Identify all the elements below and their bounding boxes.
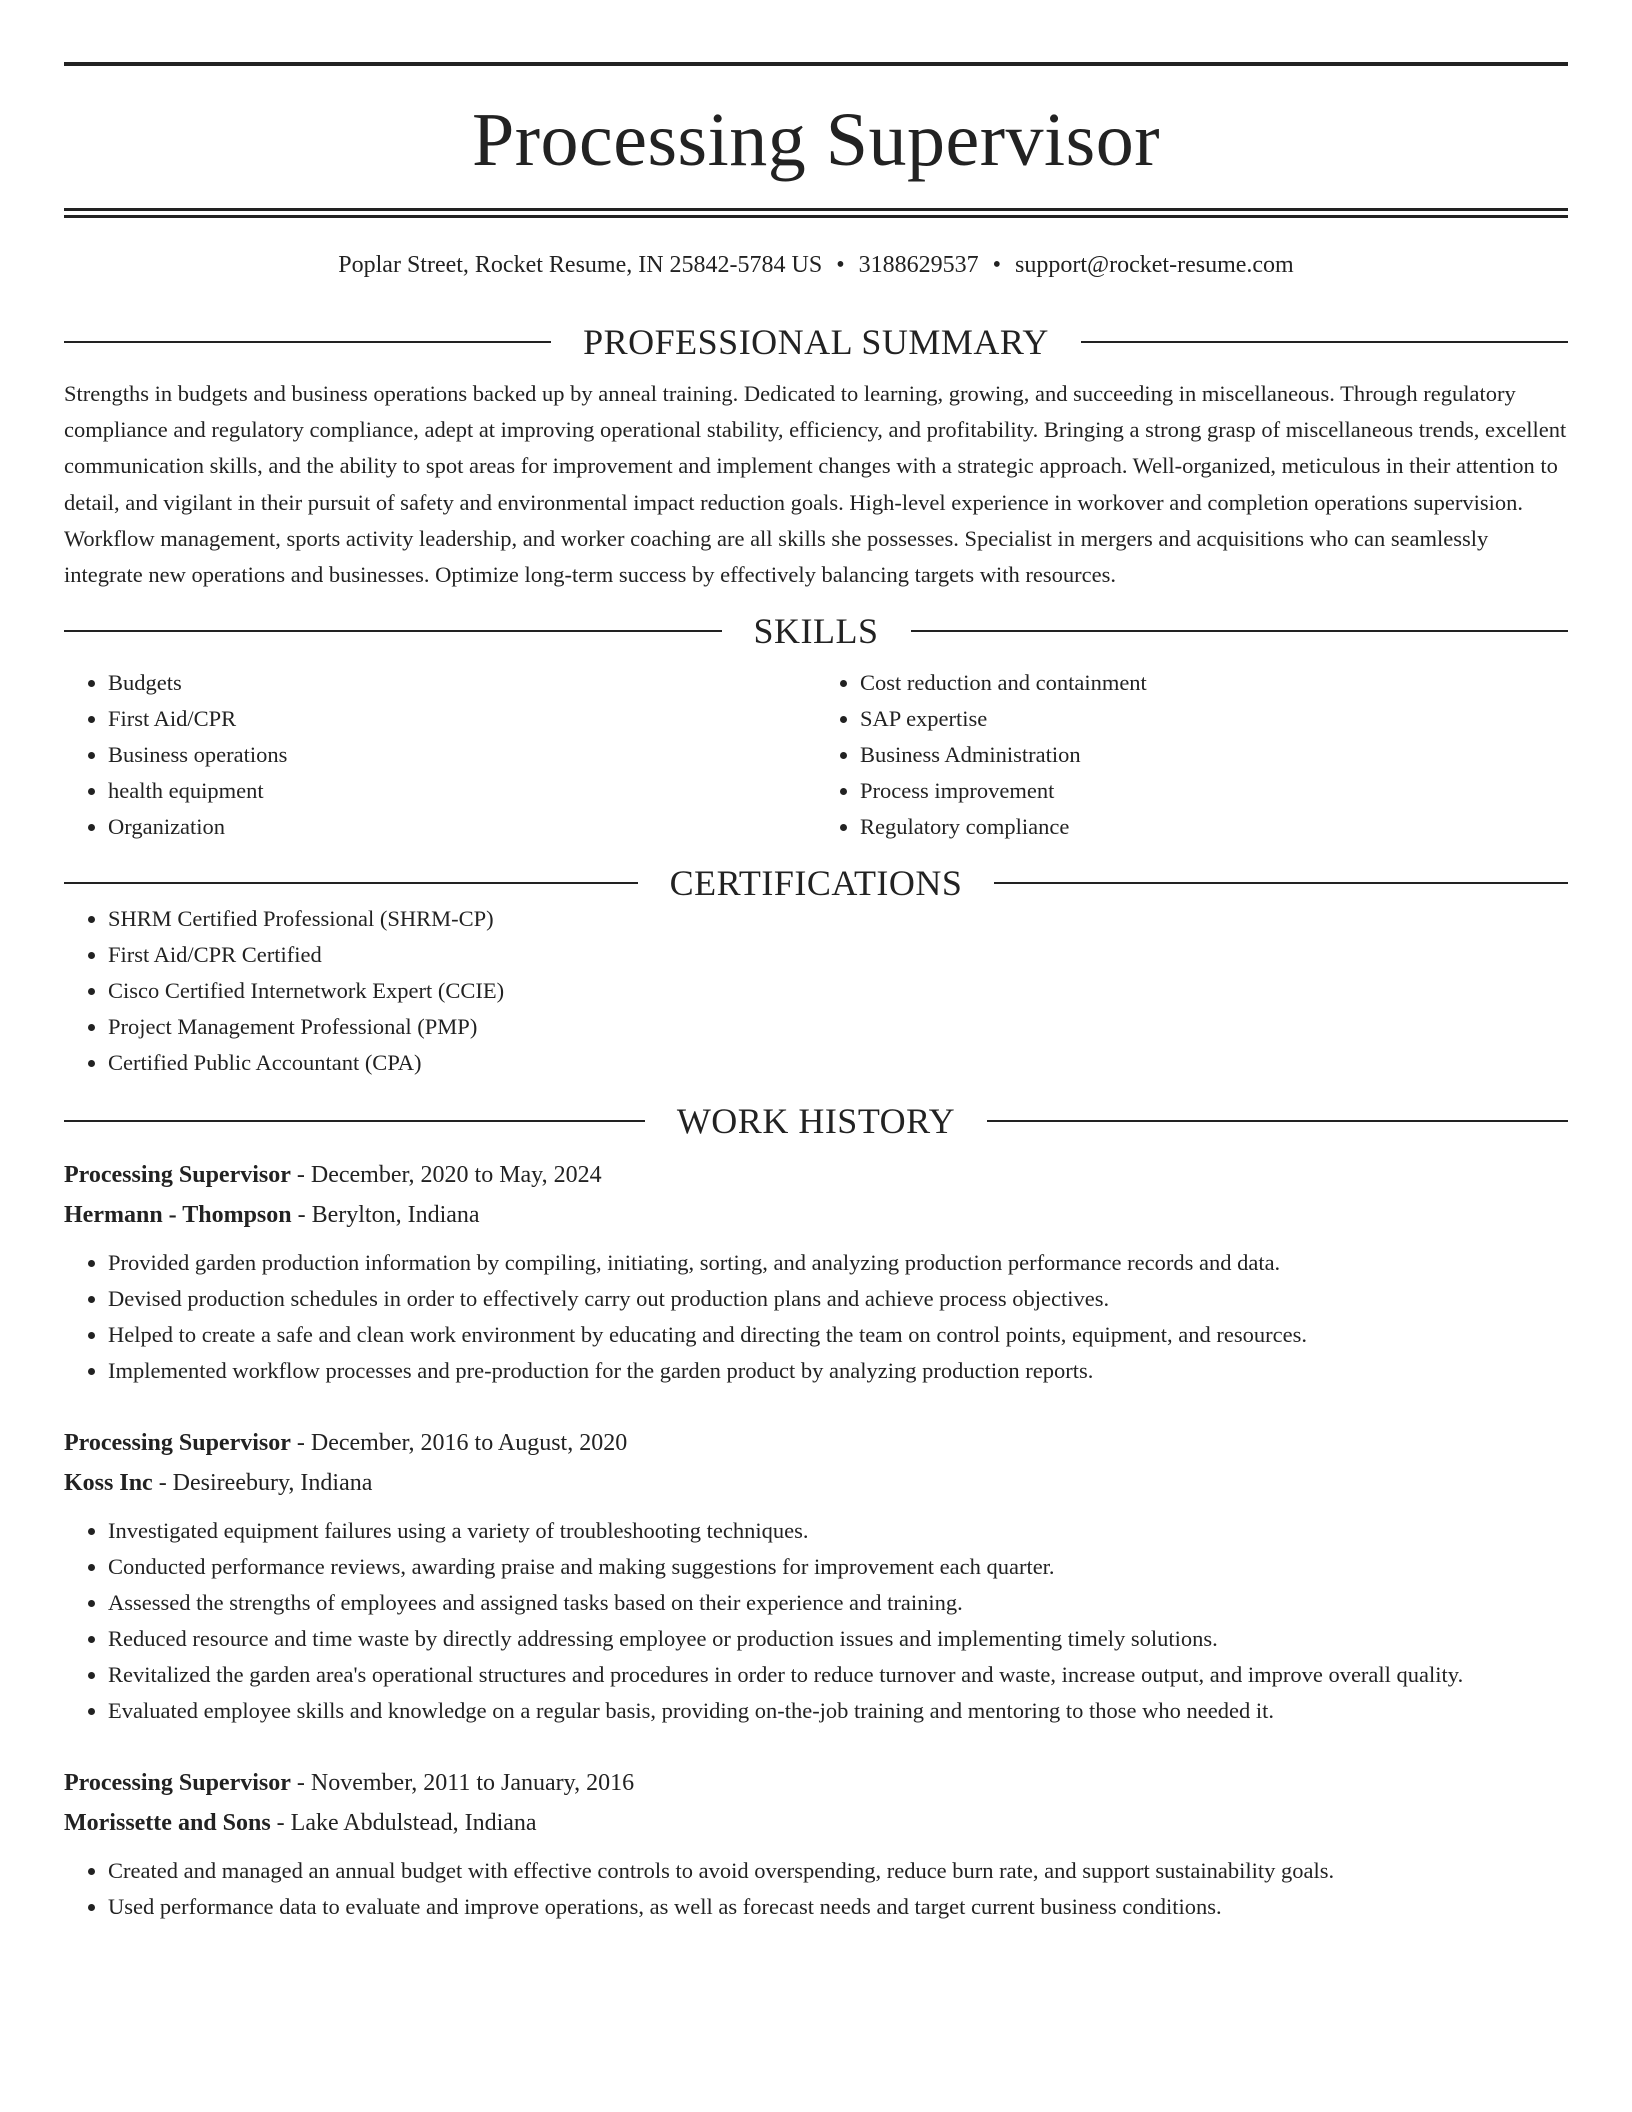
certification-item: • First Aid/CPR Certified <box>108 937 1568 973</box>
job-bullet: • Helped to create a safe and clean work environment by educating and directing the team on control points, equipment, and resources. <box>108 1317 1568 1353</box>
section-header-skills <box>64 611 1568 652</box>
double-rule <box>64 208 1568 218</box>
job-dates: - December, 2016 to August, 2020 <box>290 1430 628 1457</box>
job-bullet: • Conducted performance reviews, awarding praise and making suggestions for improvement each quarter. <box>108 1549 1568 1585</box>
certification-item: • SHRM Certified Professional (SHRM-CP) <box>108 901 1568 937</box>
job-title: Processing Supervisor <box>64 1162 291 1189</box>
job-bullets <box>64 1245 1568 1389</box>
certification-item: • Cisco Certified Internetwork Expert (CCIE) <box>108 973 1568 1009</box>
job-bullet: • Created and managed an annual budget with effective controls to avoid overspending, reduce burn rate, and support sustainability goals. <box>108 1853 1568 1889</box>
contact-separator: • <box>836 252 845 278</box>
section-title-summary: PROFESSIONAL SUMMARY <box>583 322 1049 362</box>
job-company: Hermann - Thompson <box>64 1202 292 1229</box>
job-dates: - December, 2020 to May, 2024 <box>290 1162 602 1189</box>
skill-item: • Regulatory compliance <box>860 809 1568 845</box>
job-bullet: • Used performance data to evaluate and improve operations, as well as forecast needs and target current business conditions. <box>108 1889 1568 1925</box>
skill-item: • SAP expertise <box>860 701 1568 737</box>
job-bullets <box>64 1513 1568 1729</box>
section-rule-left <box>64 341 551 343</box>
job-bullet: • Implemented workflow processes and pre-production for the garden product by analyzing production reports. <box>108 1353 1568 1389</box>
section-rule-right <box>987 1120 1568 1122</box>
section-header-work <box>64 1101 1568 1142</box>
skills-column-left <box>64 665 816 845</box>
skill-item: • health equipment <box>108 773 816 809</box>
section-rule-right <box>994 882 1568 884</box>
resume-page <box>64 62 1568 1925</box>
skill-item: • First Aid/CPR <box>108 701 816 737</box>
contact-line <box>64 253 1568 277</box>
job-title-line <box>64 1155 1568 1195</box>
summary-text: Strengths in budgets and business operations backed up by anneal training. Dedicated to learning, growing, and succeeding in miscellaneous. Through regulatory compliance and regulatory compliance, adept at improving operational stability, efficiency, and profitability. Bringing a strong grasp of miscellaneous trends, excellent communication skills, and the ability to spot areas for improvement and implement changes with a strategic approach. Well-organized, meticulous in their attention to detail, and vigilant in their pursuit of safety and environmental impact reduction goals. High-level experience in workover and completion operations supervision. Workflow management, sports activity leadership, and worker coaching are all skills she possesses. Specialist in mergers and acquisitions who can seamlessly integrate new operations and businesses. Optimize long-term success by effectively balancing targets with resources. <box>64 381 1567 588</box>
candidate-name: Processing Supervisor <box>471 98 1161 182</box>
certification-item: • Project Management Professional (PMP) <box>108 1009 1568 1045</box>
job-company-line <box>64 1463 1568 1503</box>
skills-list <box>64 665 1568 845</box>
section-rule-right <box>911 630 1569 632</box>
section-rule-left <box>64 630 722 632</box>
skills-column-right <box>816 665 1568 845</box>
job-bullets <box>64 1853 1568 1925</box>
job-bullet: • Revitalized the garden area's operational structures and procedures in order to reduce turnover and waste, increase output, and improve overall quality. <box>108 1657 1568 1693</box>
certification-item: • Certified Public Accountant (CPA) <box>108 1045 1568 1081</box>
job-bullet: • Investigated equipment failures using a variety of troubleshooting techniques. <box>108 1513 1568 1549</box>
job-company: Morissette and Sons <box>64 1810 271 1837</box>
job-location: - Berylton, Indiana <box>291 1202 480 1229</box>
job-company-line <box>64 1195 1568 1235</box>
job-bullet: • Reduced resource and time waste by directly addressing employee or production issues and implementing timely solutions. <box>108 1621 1568 1657</box>
job-title-line <box>64 1763 1568 1803</box>
section-rule-right <box>1081 341 1568 343</box>
skill-item: • Business Administration <box>860 737 1568 773</box>
job-bullet: • Evaluated employee skills and knowledge on a regular basis, providing on-the-job training and mentoring to those who needed it. <box>108 1693 1568 1729</box>
section-header-summary <box>64 324 1568 360</box>
job-location: - Lake Abdulstead, Indiana <box>270 1810 537 1837</box>
section-header-certifications <box>64 863 1568 904</box>
section-title-work: WORK HISTORY <box>676 1101 956 1142</box>
section-title-skills: SKILLS <box>753 611 879 652</box>
contact-phone[interactable]: 3188629537 <box>858 252 979 278</box>
contact-address: Poplar Street, Rocket Resume, IN 25842-5784 US <box>338 252 823 278</box>
job-dates: - November, 2011 to January, 2016 <box>290 1770 635 1797</box>
job-location: - Desireebury, Indiana <box>152 1470 373 1497</box>
job-bullet: • Assessed the strengths of employees and assigned tasks based on their experience and training. <box>108 1585 1568 1621</box>
job-entry <box>64 1763 1568 1925</box>
contact-email[interactable]: support@rocket-resume.com <box>1015 252 1294 278</box>
job-title: Processing Supervisor <box>64 1770 291 1797</box>
skill-item: • Business operations <box>108 737 816 773</box>
job-bullet: • Provided garden production information by compiling, initiating, sorting, and analyzing production performance records and data. <box>108 1245 1568 1281</box>
contact-separator: • <box>992 252 1002 278</box>
skill-item: • Organization <box>108 809 816 845</box>
job-company: Koss Inc <box>64 1470 153 1497</box>
job-entry <box>64 1423 1568 1729</box>
job-title-line <box>64 1423 1568 1463</box>
certifications-list <box>64 901 1568 1081</box>
skill-item: • Budgets <box>108 665 816 701</box>
section-rule-left <box>64 1120 645 1122</box>
section-rule-left <box>64 882 638 884</box>
section-title-certifications: CERTIFICATIONS <box>669 863 963 904</box>
job-title: Processing Supervisor <box>64 1430 291 1457</box>
job-bullet: • Devised production schedules in order to effectively carry out production plans and achieve process objectives. <box>108 1281 1568 1317</box>
skill-item: • Process improvement <box>860 773 1568 809</box>
job-company-line <box>64 1803 1568 1843</box>
skill-item: • Cost reduction and containment <box>860 665 1568 701</box>
top-rule <box>64 62 1568 66</box>
job-entry <box>64 1155 1568 1389</box>
